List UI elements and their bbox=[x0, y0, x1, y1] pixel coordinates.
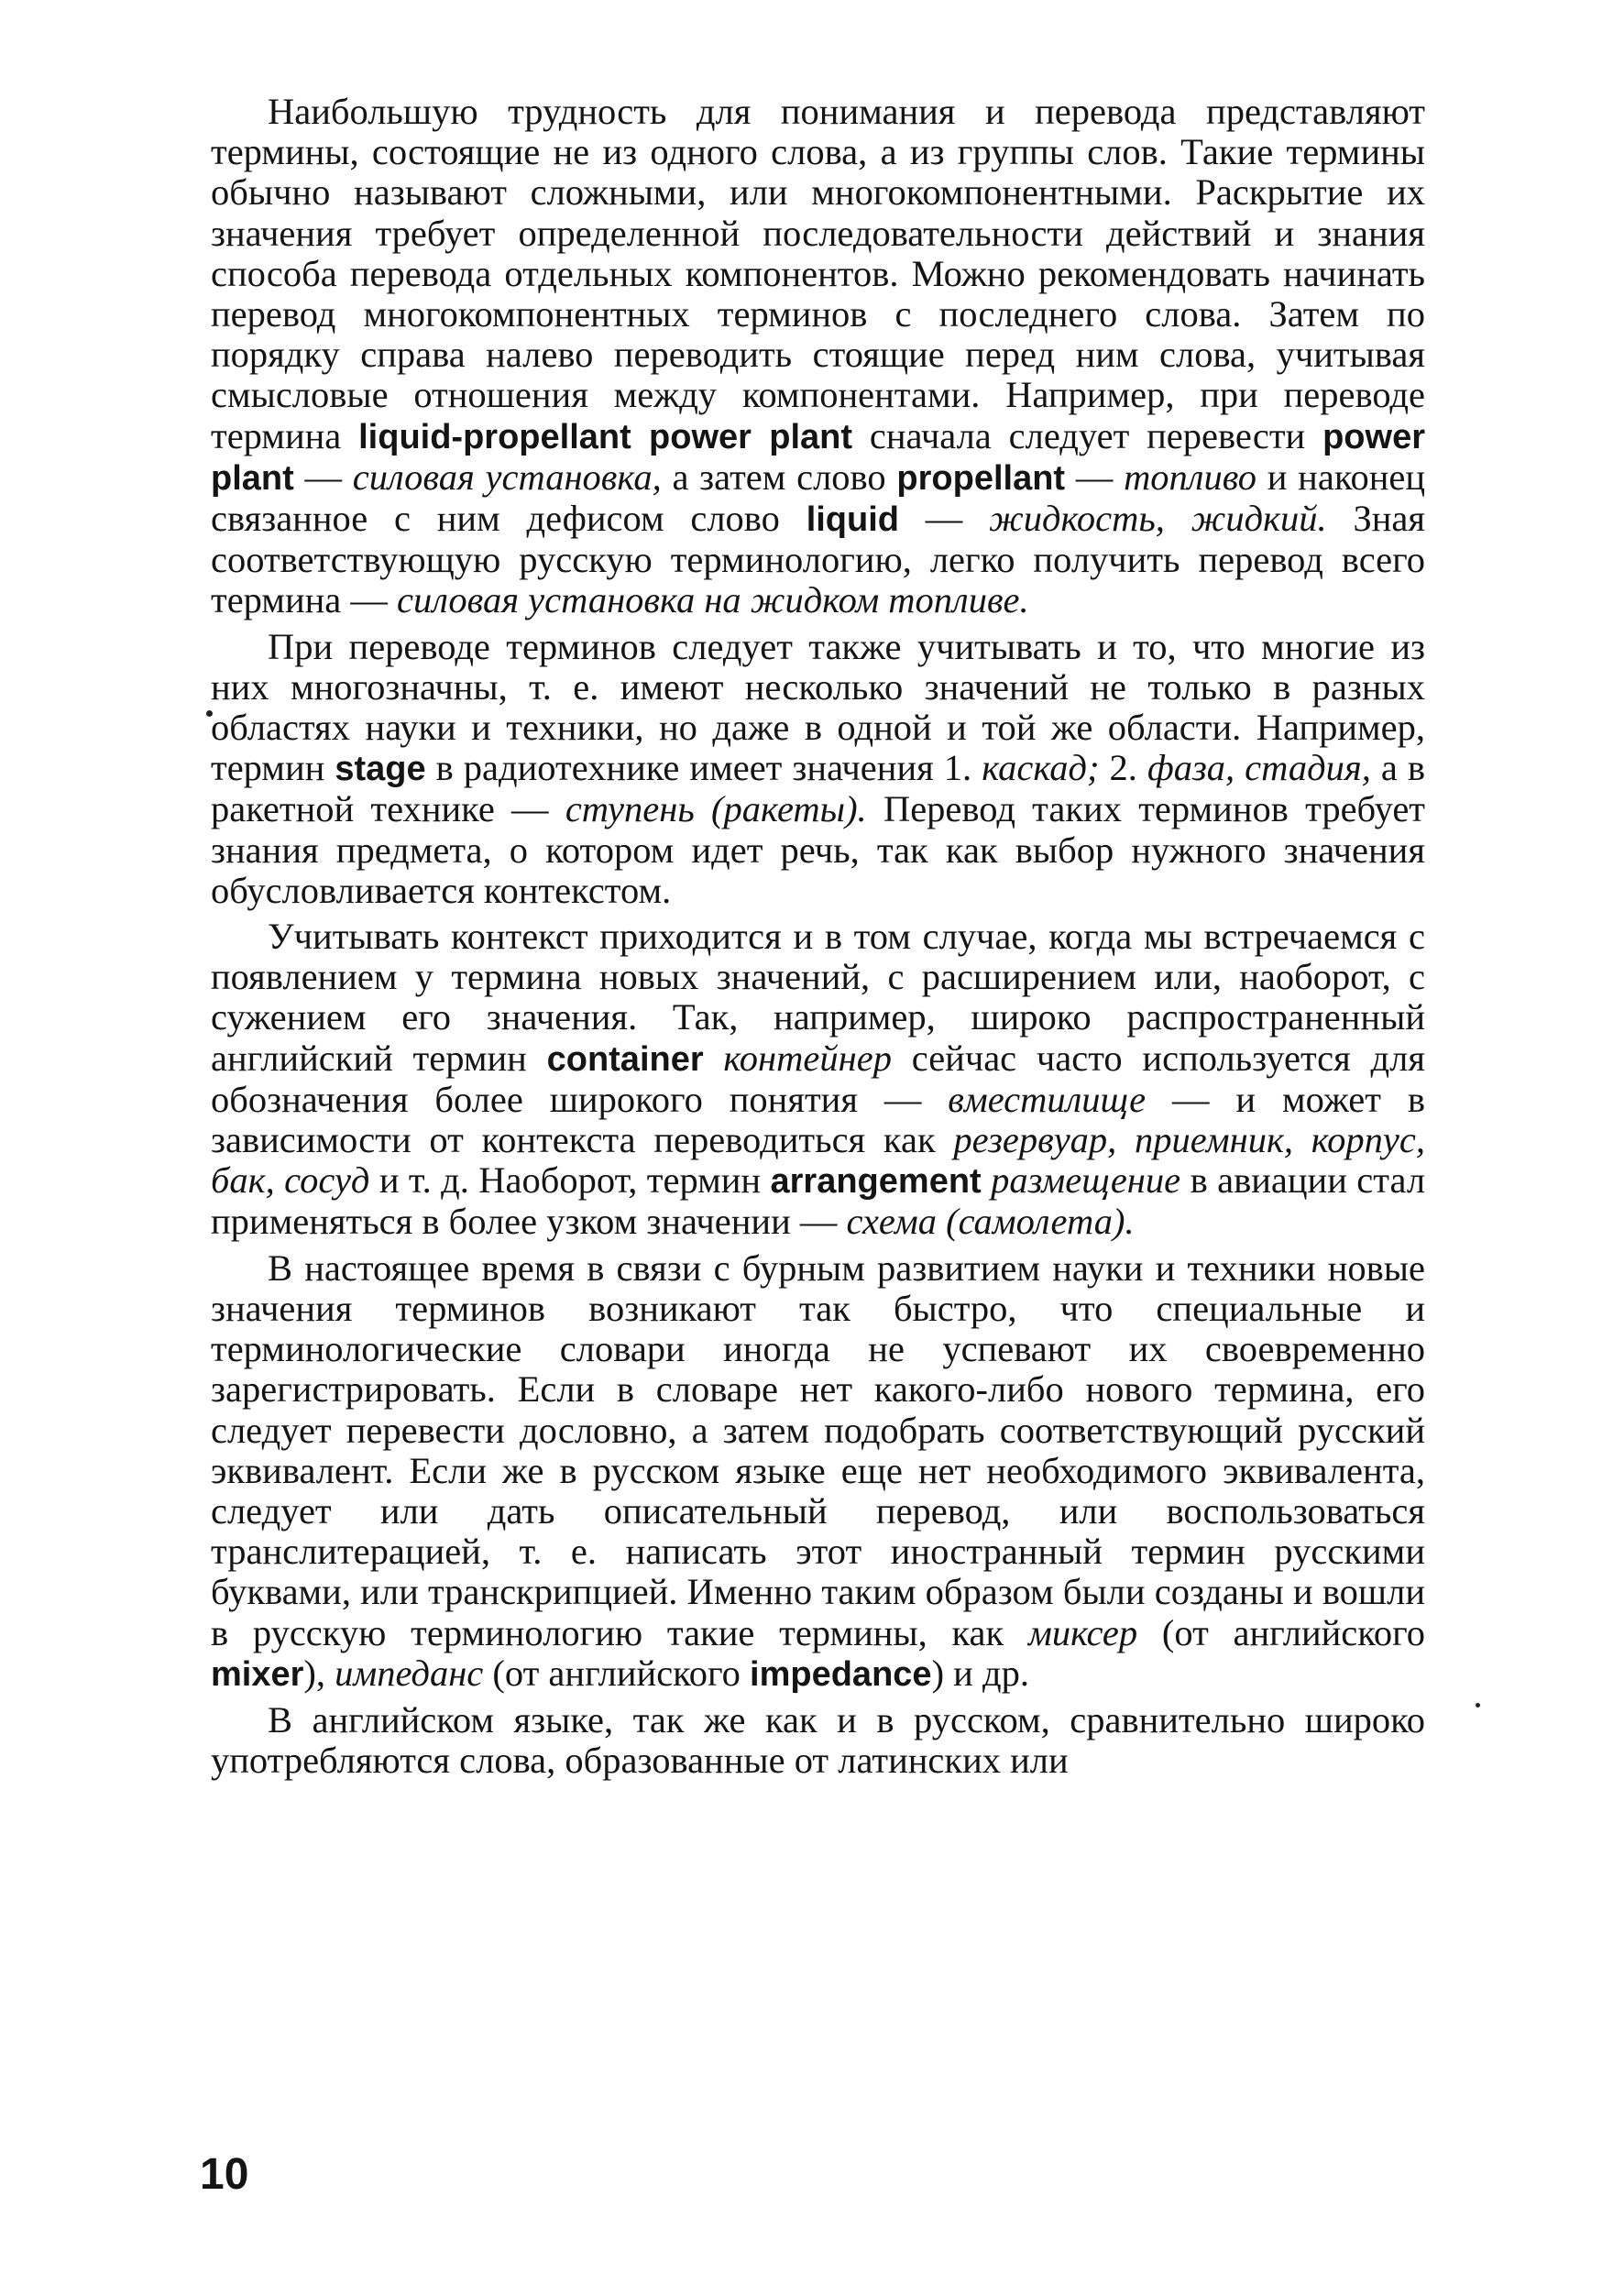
body-text: а в ракетной технике — bbox=[211, 747, 1426, 830]
english-term: mixer bbox=[211, 1654, 304, 1694]
body-text: В настоящее время в связи с бурным развитием науки и техники новые значения терминов возникают так быстро, что специальные и терминологические словари иногда не успевают их своевременно зарегистрировать. Если в словаре нет какого-либо нового термина, его следует перевести дословно, а затем подобрать соответствующий русский эквивалент. Если же в русском языке еще нет необходимого эквивалента, следует или дать описательный перевод, или воспользоваться транслитерацией, т. е. написать этот иностранный термин русскими буквами, или транскрипцией. Именно таким образом были созданы и вошли в русскую терминологию такие термины, как bbox=[211, 1246, 1425, 1653]
paragraph-1 bbox=[211, 92, 1425, 621]
body-text: 2. bbox=[1099, 747, 1147, 789]
body-text: — bbox=[899, 498, 990, 540]
body-text: и т. д. Наоборот, термин bbox=[369, 1159, 771, 1202]
page-body bbox=[211, 92, 1425, 1781]
italic-translation: силовая установка на жидком топливе. bbox=[397, 579, 1029, 621]
paragraph-5 bbox=[211, 1700, 1425, 1781]
body-text: в радиотехнике имеет значения 1. bbox=[425, 747, 982, 789]
italic-translation: силовая установка, bbox=[352, 456, 662, 498]
body-text: ) и др. bbox=[931, 1652, 1029, 1694]
body-text: — и может в зависимости от контекста переводиться как bbox=[211, 1078, 1426, 1161]
margin-speck bbox=[1476, 1703, 1480, 1707]
body-text: В английском языке, так же как и в русском, сравнительно широко употребляются слова, образованные от латинских или bbox=[211, 1698, 1425, 1782]
italic-translation: ступень (ракеты). bbox=[565, 788, 867, 830]
body-text: При переводе терминов следует также учитывать и то, что многие из них многозначны, т. е. имеют несколько значений не только в разных областях науки и техники, но даже в одной и той же области. Например, термин bbox=[211, 625, 1425, 789]
italic-translation: фаза, стадия, bbox=[1147, 747, 1371, 789]
english-term: power plant bbox=[211, 417, 1425, 498]
english-term: propellant bbox=[896, 458, 1066, 498]
body-text: (от английского bbox=[1137, 1611, 1425, 1653]
body-text: — bbox=[1065, 456, 1125, 498]
english-term: arrangement bbox=[770, 1162, 982, 1202]
italic-translation: миксер bbox=[1027, 1611, 1138, 1653]
body-text: в авиации стал применяться в более узком значении — bbox=[211, 1159, 1426, 1243]
paragraph-2 bbox=[211, 627, 1425, 911]
body-text: — bbox=[293, 456, 353, 498]
italic-translation: каскад; bbox=[982, 747, 1100, 789]
italic-translation: импеданс bbox=[335, 1652, 484, 1694]
body-text: Зная соответствующую русскую терминологию, легко получить перевод всего термина — bbox=[211, 498, 1426, 621]
english-term: impedance bbox=[750, 1654, 932, 1694]
italic-translation: контейнер bbox=[723, 1037, 892, 1079]
body-text: а затем слово bbox=[661, 456, 897, 498]
paragraph-3 bbox=[211, 917, 1425, 1243]
body-text: сейчас часто используется для обозначения более широкого понятия — bbox=[211, 1037, 1425, 1120]
body-text bbox=[704, 1038, 724, 1079]
italic-translation: жидкость, жидкий. bbox=[989, 498, 1327, 540]
italic-translation: резервуар, приемник, корпус, бак, сосуд bbox=[211, 1119, 1425, 1202]
english-term: liquid-propellant power plant bbox=[358, 417, 853, 456]
body-text: Учитывать контекст приходится и в том случае, когда мы встречаемся с появлением у термина новых значений, с расширением или, наоборот, с сужением его значения. Так, например, широко распространенный английский термин bbox=[211, 916, 1425, 1079]
body-text: Перевод таких терминов требует знания предмета, о котором идет речь, так как выбор нужного значения обусловливается контекстом. bbox=[211, 788, 1425, 911]
english-term: container bbox=[546, 1039, 704, 1079]
italic-translation: вместилище bbox=[948, 1078, 1147, 1120]
body-text: ), bbox=[303, 1652, 335, 1694]
body-text: Наибольшую трудность для понимания и перевода представляют термины, состоящие не из одного слова, а из группы слов. Такие термины обычно называют сложными, или многокомпонентными. Раскрытие их значения требует определенной последовательности действий и знания способа перевода отдельных компонентов. Можно рекомендовать начинать перевод многокомпонентных терминов с последнего слова. Затем по порядку справа налево переводить стоящие перед ним слова, учитывая смысловые отношения между компонентами. Например, при переводе термина bbox=[211, 91, 1425, 456]
body-text: и наконец связанное с ним дефисом слово bbox=[211, 456, 1426, 540]
italic-translation: топливо bbox=[1124, 456, 1257, 498]
english-term: liquid bbox=[806, 500, 899, 540]
body-text: сначала следует перевести bbox=[852, 414, 1323, 456]
page-number: 10 bbox=[200, 2150, 249, 2199]
italic-translation: схема (самолета). bbox=[846, 1201, 1135, 1243]
paragraph-4 bbox=[211, 1248, 1425, 1695]
italic-translation: размещение bbox=[991, 1159, 1181, 1202]
english-term: stage bbox=[335, 750, 426, 789]
body-text bbox=[982, 1159, 991, 1201]
body-text: (от английского bbox=[483, 1652, 751, 1694]
